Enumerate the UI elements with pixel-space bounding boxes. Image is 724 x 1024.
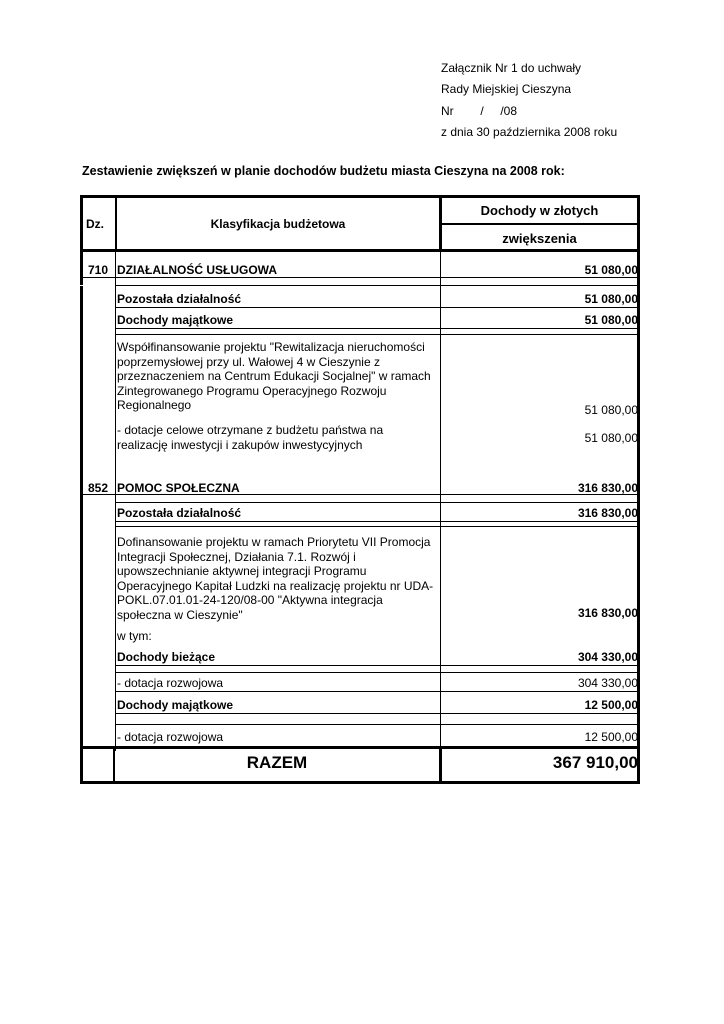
section-710-amount: 51 080,00 [584,263,638,277]
header-line-4: z dnia 30 października 2008 roku [441,124,618,139]
section-852-dz: 852 [88,481,109,495]
row-852-description-amount: 316 830,00 [577,606,638,620]
total-row-top [80,746,640,749]
gap-mask-710 [80,285,115,286]
row-710-majatkowe-bottom [116,328,640,329]
row-710-desc-top [116,334,640,335]
row-852-dotacja1-top [116,672,640,673]
row-852-dotacja2-top [116,724,640,725]
row-852-pozostala: Pozostała działalność [117,506,242,520]
section-710-dz: 710 [88,263,109,277]
row-710-majatkowe: Dochody majątkowe [117,313,234,327]
document-title: Zestawienie zwiększeń w planie dochodów budżetu miasta Cieszyna na 2008 rok: [82,164,565,178]
header-divider-sub [439,223,640,225]
row-710-pozostala-amount: 51 080,00 [584,292,638,306]
table-border-top [80,195,640,198]
row-852-majatkowe-bottom [116,713,640,714]
col-klasyfikacja-header: Klasyfikacja budżetowa [210,217,346,231]
header-line-1: Załącznik Nr 1 do uchwały [441,61,582,75]
attachment-header [441,58,617,143]
row-852-dotacja1-bottom [116,691,640,692]
col-dochody-header: Dochody w złotych [480,203,599,218]
header-line-2: Rady Miejskiej Cieszyna [441,82,572,97]
total-amount: 367 910,00 [552,753,638,772]
row-852-biezace-amount: 304 330,00 [577,650,638,664]
col-zwiekszenia-header: zwiększenia [502,231,577,246]
row-852-pozostala-bottom [116,521,640,522]
row-852-dotacja1-amount: 304 330,00 [577,676,638,690]
row-710-gap [80,285,640,286]
row-710-majatkowe-amount: 51 080,00 [584,313,638,327]
table-border-left [80,195,83,784]
row-852-dotacja1: - dotacja rozwojowa [117,676,224,690]
row-852-majatkowe-amount: 12 500,00 [584,698,638,712]
budget-table [80,195,640,784]
dz-separator-710 [115,252,116,502]
row-710-bottom [80,277,640,278]
col-dz-header: Dz. [86,217,104,231]
section-852-name: POMOC SPOŁECZNA [117,481,240,495]
row-710-pozostala: Pozostała działalność [117,292,242,306]
section-852-amount: 316 830,00 [577,481,638,495]
row-852-wtym: w tym: [117,629,152,643]
header-line-3: Nr / /08 [441,103,518,118]
row-710-description-amount: 51 080,00 [584,403,638,417]
row-852-description: Dofinansowanie projektu w ramach Priorytetu VII Promocja Integracji Społecznej, Działania 7.1. Rozwój i upowszechnianie aktywnej integracji Programu Operacyjnego Kapitał Ludzki na realizację projektu nr UDA-POKL.07.01.01-24-120/08-00 "Aktywna integracja społeczna w Cieszynie" [117,535,434,622]
table-border-bottom [80,781,640,784]
row-852-gap [116,502,640,503]
row-852-biezace-bottom [116,665,640,666]
row-710-description: Współfinansowanie projektu "Rewitalizacja nieruchomości poprzemysłowej przy ul. Wałowej 4 w Cieszynie z przeznaczeniem na Centrum Edukacji Socjalnej" w ramach Zintegrowanego Programu Operacyjnego Rozwoju Regionalnego [117,340,431,412]
row-710-pozostala-bottom [116,307,640,308]
row-852-pozostala-amount: 316 830,00 [577,506,638,520]
total-label: RAZEM [246,753,308,772]
row-852-desc-top [116,526,640,527]
row-852-dotacja2: - dotacja rozwojowa [117,730,224,744]
row-710-dotacje: - dotacje celowe otrzymane z budżetu państwa na realizację inwestycji i zakupów inwestycyjnych [117,423,384,452]
row-852-majatkowe: Dochody majątkowe [117,698,234,712]
row-852-dotacja2-amount: 12 500,00 [584,730,638,744]
header-divider-bottom [80,249,640,252]
section-710-name: DZIAŁALNOŚĆ USŁUGOWA [117,263,277,277]
row-710-dotacje-amount: 51 080,00 [584,431,638,445]
row-852-biezace: Dochody bieżące [117,650,216,664]
